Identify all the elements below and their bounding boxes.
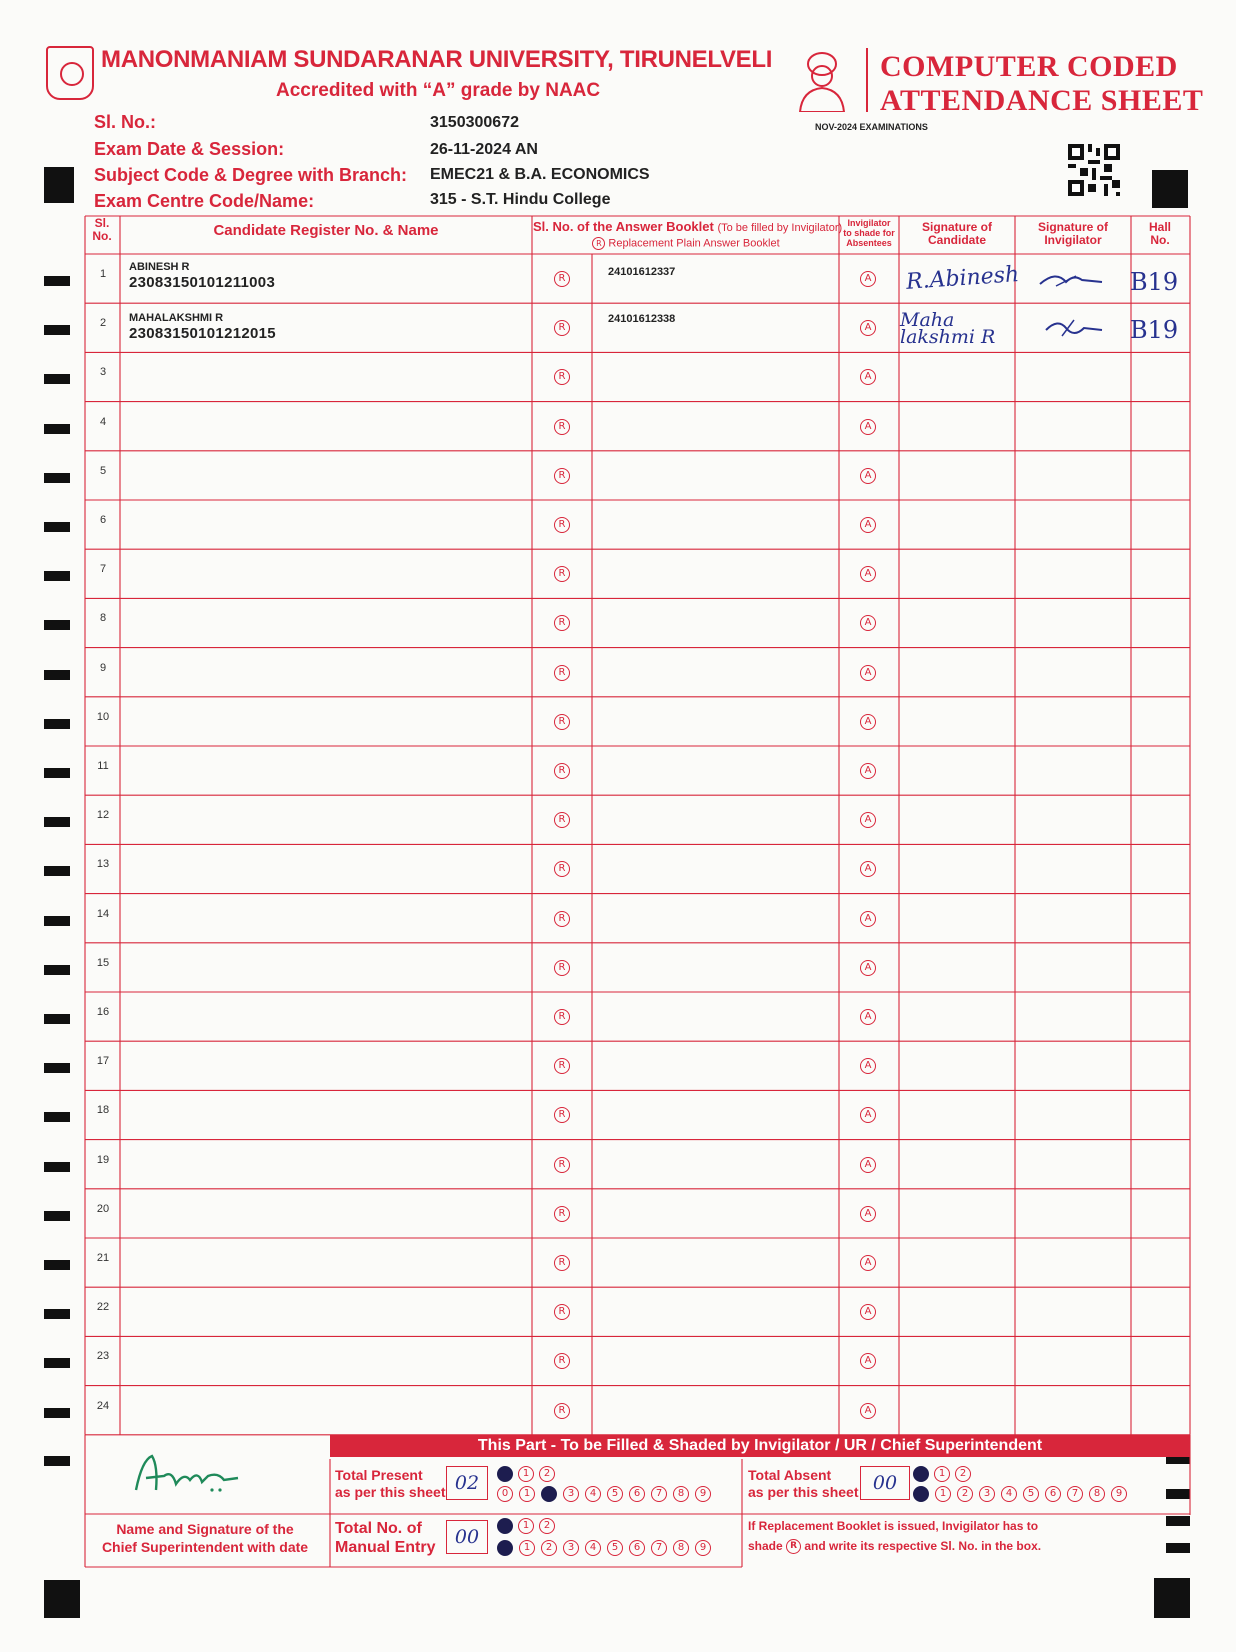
total-present-line-1: Total Present [335, 1467, 423, 1483]
subject-value: EMEC21 & B.A. ECONOMICS [430, 166, 650, 183]
tens-digit-bubble[interactable]: 2 [955, 1466, 971, 1482]
header-hall-no [1132, 221, 1188, 247]
sl-no-label: Sl. No.: [94, 112, 156, 132]
absentee-bubble[interactable]: A [860, 1107, 876, 1123]
tens-digit-bubble[interactable]: 1 [518, 1466, 534, 1482]
header-booklet-note: (To be filled by Invigilator) [717, 222, 843, 234]
units-digit-bubble[interactable]: 7 [1067, 1486, 1083, 1502]
chief-sup-line-2: Chief Superintendent with date [101, 1539, 309, 1555]
sheet-title-line-2: ATTENDANCE SHEET [880, 84, 1204, 117]
total-present-box[interactable]: 02 [446, 1466, 488, 1500]
row-number: 2 [99, 317, 107, 330]
replacement-bubble[interactable]: R [554, 1353, 570, 1369]
header-booklet-title: Sl. No. of the Answer Booklet [533, 219, 714, 234]
hall-no: B19 [1130, 268, 1179, 296]
header-absentees-line-2: to shade for [843, 227, 895, 238]
total-present-label [335, 1467, 446, 1501]
header-signature-candidate [900, 221, 1014, 247]
answer-booklet-no[interactable]: 24101612337 [608, 266, 676, 278]
replacement-bubble[interactable]: R [554, 1009, 570, 1025]
absentee-bubble[interactable]: A [860, 271, 876, 287]
units-digit-bubble[interactable]: 4 [1001, 1486, 1017, 1502]
absentee-bubble[interactable]: A [860, 714, 876, 730]
row-number: 15 [96, 956, 110, 969]
units-digit-bubble[interactable]: 8 [673, 1486, 689, 1502]
absentee-bubble[interactable]: A [860, 1157, 876, 1173]
header-signature-invigilator [1016, 221, 1130, 247]
units-digit-bubble[interactable]: 1 [935, 1486, 951, 1502]
invigilator-signature [1040, 316, 1106, 340]
tens-digit-bubble[interactable] [497, 1466, 513, 1482]
header-candidate: Candidate Register No. & Name [213, 222, 439, 239]
absentee-bubble[interactable]: A [860, 468, 876, 484]
total-present-line-2: as per this sheet [335, 1484, 446, 1500]
replacement-bubble[interactable]: R [554, 271, 570, 287]
row-number: 17 [96, 1055, 110, 1068]
units-digit-bubble[interactable]: 1 [519, 1486, 535, 1502]
absentee-bubble[interactable]: A [860, 517, 876, 533]
units-digit-bubble[interactable]: 5 [607, 1540, 623, 1556]
header-sig-candidate-line-2: Candidate [927, 233, 986, 248]
units-digit-bubble[interactable]: 6 [629, 1486, 645, 1502]
replacement-bubble[interactable]: R [554, 615, 570, 631]
header-sig-invigilator-line-1: Signature of [1037, 220, 1108, 234]
manual-entry-line-2: Manual Entry [335, 1539, 436, 1556]
replacement-bubble[interactable]: R [554, 960, 570, 976]
absentee-bubble[interactable]: A [860, 911, 876, 927]
candidate-register-no: 23083150101212015 [129, 325, 276, 342]
row-number: 23 [96, 1350, 110, 1363]
replacement-note-shade: shade [748, 1539, 783, 1553]
header-sig-candidate-line-1: Signature of [921, 220, 992, 234]
header-hall-line-1: Hall [1148, 220, 1171, 234]
hall-no: B19 [1130, 316, 1179, 344]
tens-digit-bubble[interactable]: 1 [934, 1466, 950, 1482]
units-digit-bubble[interactable]: 7 [651, 1540, 667, 1556]
units-digit-bubble[interactable]: 9 [1111, 1486, 1127, 1502]
row-number: 24 [96, 1399, 110, 1412]
row-number: 4 [99, 415, 107, 428]
units-digit-bubble[interactable]: 7 [651, 1486, 667, 1502]
replacement-bubble[interactable]: R [554, 665, 570, 681]
absentee-bubble[interactable]: A [860, 812, 876, 828]
replacement-bubble[interactable]: R [554, 517, 570, 533]
row-number: 10 [96, 710, 110, 723]
units-digit-bubble[interactable]: 3 [563, 1540, 579, 1556]
absentee-bubble[interactable]: A [860, 1353, 876, 1369]
replacement-bubble[interactable]: R [554, 468, 570, 484]
units-digit-bubble[interactable]: 8 [673, 1540, 689, 1556]
tens-digit-bubble[interactable]: 1 [518, 1518, 534, 1534]
row-number: 13 [96, 858, 110, 871]
units-digit-bubble[interactable]: 6 [1045, 1486, 1061, 1502]
row-number: 7 [99, 563, 107, 576]
header-booklet-sub-text: Replacement Plain Answer Booklet [608, 237, 780, 250]
row-number: 12 [96, 809, 110, 822]
replacement-bubble[interactable]: R [554, 1255, 570, 1271]
units-digit-bubble[interactable]: 9 [695, 1540, 711, 1556]
chief-sup-line-1: Name and Signature of the [116, 1521, 294, 1537]
replacement-bubble[interactable]: R [554, 1206, 570, 1222]
units-digit-bubble[interactable]: 0 [497, 1486, 513, 1502]
invigilator-signature [1036, 268, 1106, 292]
manual-entry-line-1: Total No. of [335, 1520, 422, 1537]
row-number: 22 [96, 1301, 110, 1314]
header-hall-line-2: No. [1150, 233, 1170, 248]
row-number: 3 [99, 366, 107, 379]
units-digit-bubble[interactable] [913, 1486, 929, 1502]
absentee-bubble[interactable]: A [860, 665, 876, 681]
row-number: 5 [99, 464, 107, 477]
row-number: 11 [97, 760, 109, 772]
replacement-bubble[interactable]: R [554, 861, 570, 877]
tens-digit-bubble[interactable] [497, 1518, 513, 1534]
absentee-bubble[interactable]: A [860, 615, 876, 631]
sheet-title-line-1: COMPUTER CODED [880, 50, 1178, 83]
absentee-bubble[interactable]: A [860, 320, 876, 336]
tens-digit-bubble[interactable] [913, 1466, 929, 1482]
units-digit-bubble[interactable] [497, 1540, 513, 1556]
chief-superintendent-label [90, 1520, 320, 1556]
row-number: 8 [99, 612, 107, 625]
absentee-bubble[interactable]: A [860, 1255, 876, 1271]
units-digit-bubble[interactable]: 3 [563, 1486, 579, 1502]
absentee-bubble[interactable]: A [860, 960, 876, 976]
centre-value: 315 - S.T. Hindu College [430, 191, 611, 208]
footer-banner: This Part - To be Filled & Shaded by Invigilator / UR / Chief Superintendent [330, 1435, 1190, 1457]
replacement-bubble-icon: R [786, 1539, 801, 1554]
row-number: 20 [96, 1202, 110, 1215]
replacement-bubble[interactable]: R [554, 763, 570, 779]
row-number: 16 [96, 1006, 110, 1018]
units-digit-bubble[interactable]: 1 [519, 1540, 535, 1556]
absentee-bubble[interactable]: A [860, 1304, 876, 1320]
row-number: 18 [96, 1104, 110, 1117]
absentee-bubble[interactable]: A [860, 369, 876, 385]
row-number: 9 [99, 661, 107, 674]
candidate-name: MAHALAKSHMI R [129, 312, 224, 324]
replacement-bubble[interactable]: R [554, 320, 570, 336]
university-name: MANONMANIAM SUNDARANAR UNIVERSITY, TIRUNELVELI [101, 46, 773, 73]
units-digit-bubble[interactable]: 6 [629, 1540, 645, 1556]
units-digit-bubble[interactable]: 2 [957, 1486, 973, 1502]
header-absentees [840, 219, 898, 249]
total-absent-line-1: Total Absent [748, 1467, 832, 1483]
units-digit-bubble[interactable]: 2 [541, 1540, 557, 1556]
replacement-bubble[interactable]: R [554, 369, 570, 385]
header-absentees-line-3: Absentees [846, 237, 892, 248]
units-digit-bubble[interactable]: 4 [585, 1540, 601, 1556]
total-absent-label [748, 1467, 859, 1501]
replacement-bubble[interactable]: R [554, 419, 570, 435]
header-booklet-sub [533, 237, 839, 250]
total-absent-box[interactable]: 00 [860, 1466, 910, 1500]
units-digit-bubble[interactable]: 8 [1089, 1486, 1105, 1502]
units-digit-bubble[interactable]: 5 [607, 1486, 623, 1502]
header-booklet [533, 219, 843, 234]
exam-date-label: Exam Date & Session: [94, 139, 285, 159]
replacement-note-line-1: If Replacement Booklet is issued, Invigilator has to [748, 1519, 1039, 1533]
absentee-bubble[interactable]: A [860, 1206, 876, 1222]
total-absent-line-2: as per this sheet [748, 1484, 859, 1500]
sl-no-value: 3150300672 [430, 114, 519, 131]
exam-session-note: NOV-2024 EXAMINATIONS [815, 122, 928, 132]
chief-superintendent-signature [128, 1450, 268, 1500]
candidate-name: ABINESH R [129, 261, 190, 273]
replacement-bubble[interactable]: R [554, 1058, 570, 1074]
units-digit-bubble[interactable]: 5 [1023, 1486, 1039, 1502]
replacement-note-rest: and write its respective Sl. No. in the box. [804, 1539, 1042, 1553]
replacement-bubble[interactable]: R [554, 566, 570, 582]
header-absentees-line-1: Invigilator [847, 218, 891, 228]
candidate-register-no: 23083150101211003 [129, 274, 276, 291]
manual-entry-box[interactable]: 00 [446, 1520, 488, 1554]
absentee-bubble[interactable]: A [860, 419, 876, 435]
tens-digit-bubble[interactable]: 2 [539, 1466, 555, 1482]
units-digit-bubble[interactable]: 9 [695, 1486, 711, 1502]
units-digit-bubble[interactable] [541, 1486, 557, 1502]
header-sl-line-1: Sl. [94, 216, 110, 230]
manual-entry-label [335, 1519, 435, 1557]
row-number: 6 [99, 514, 107, 526]
header-sl-line-2: No. [92, 229, 112, 244]
absentee-bubble[interactable]: A [860, 1403, 876, 1419]
replacement-bubble[interactable]: R [554, 1107, 570, 1123]
replacement-bubble[interactable]: R [554, 1157, 570, 1173]
units-digit-bubble[interactable]: 4 [585, 1486, 601, 1502]
absentee-bubble[interactable]: A [860, 1058, 876, 1074]
accreditation-text: Accredited with “A” grade by NAAC [276, 80, 601, 101]
candidate-signature: Maha lakshmi R [900, 309, 996, 348]
row-number: 19 [96, 1153, 110, 1166]
absentee-bubble[interactable]: A [860, 1009, 876, 1025]
replacement-bubble[interactable]: R [554, 1403, 570, 1419]
tens-digit-bubble[interactable]: 2 [539, 1518, 555, 1534]
row-number: 1 [99, 268, 107, 280]
candidate-signature: R.Abinesh [905, 262, 1020, 295]
header-sl-no [86, 217, 118, 243]
replacement-note [748, 1516, 1041, 1556]
units-digit-bubble[interactable]: 3 [979, 1486, 995, 1502]
exam-date-value: 26-11-2024 AN [430, 141, 538, 158]
subject-label: Subject Code & Degree with Branch: [94, 165, 408, 185]
absentee-bubble[interactable]: A [860, 861, 876, 877]
replacement-bubble[interactable]: R [554, 714, 570, 730]
row-number: 21 [96, 1252, 110, 1264]
row-number: 14 [96, 907, 110, 920]
replacement-bubble[interactable]: R [554, 1304, 570, 1320]
replacement-note-line-2 [748, 1536, 1041, 1556]
centre-label: Exam Centre Code/Name: [94, 191, 315, 211]
replacement-bubble[interactable]: R [554, 812, 570, 828]
absentee-bubble[interactable]: A [860, 566, 876, 582]
header-sig-invigilator-line-2: Invigilator [1044, 233, 1102, 248]
answer-booklet-no[interactable]: 24101612338 [608, 313, 676, 325]
absentee-bubble[interactable]: A [860, 763, 876, 779]
replacement-bubble-icon: R [592, 237, 605, 250]
replacement-bubble[interactable]: R [554, 911, 570, 927]
